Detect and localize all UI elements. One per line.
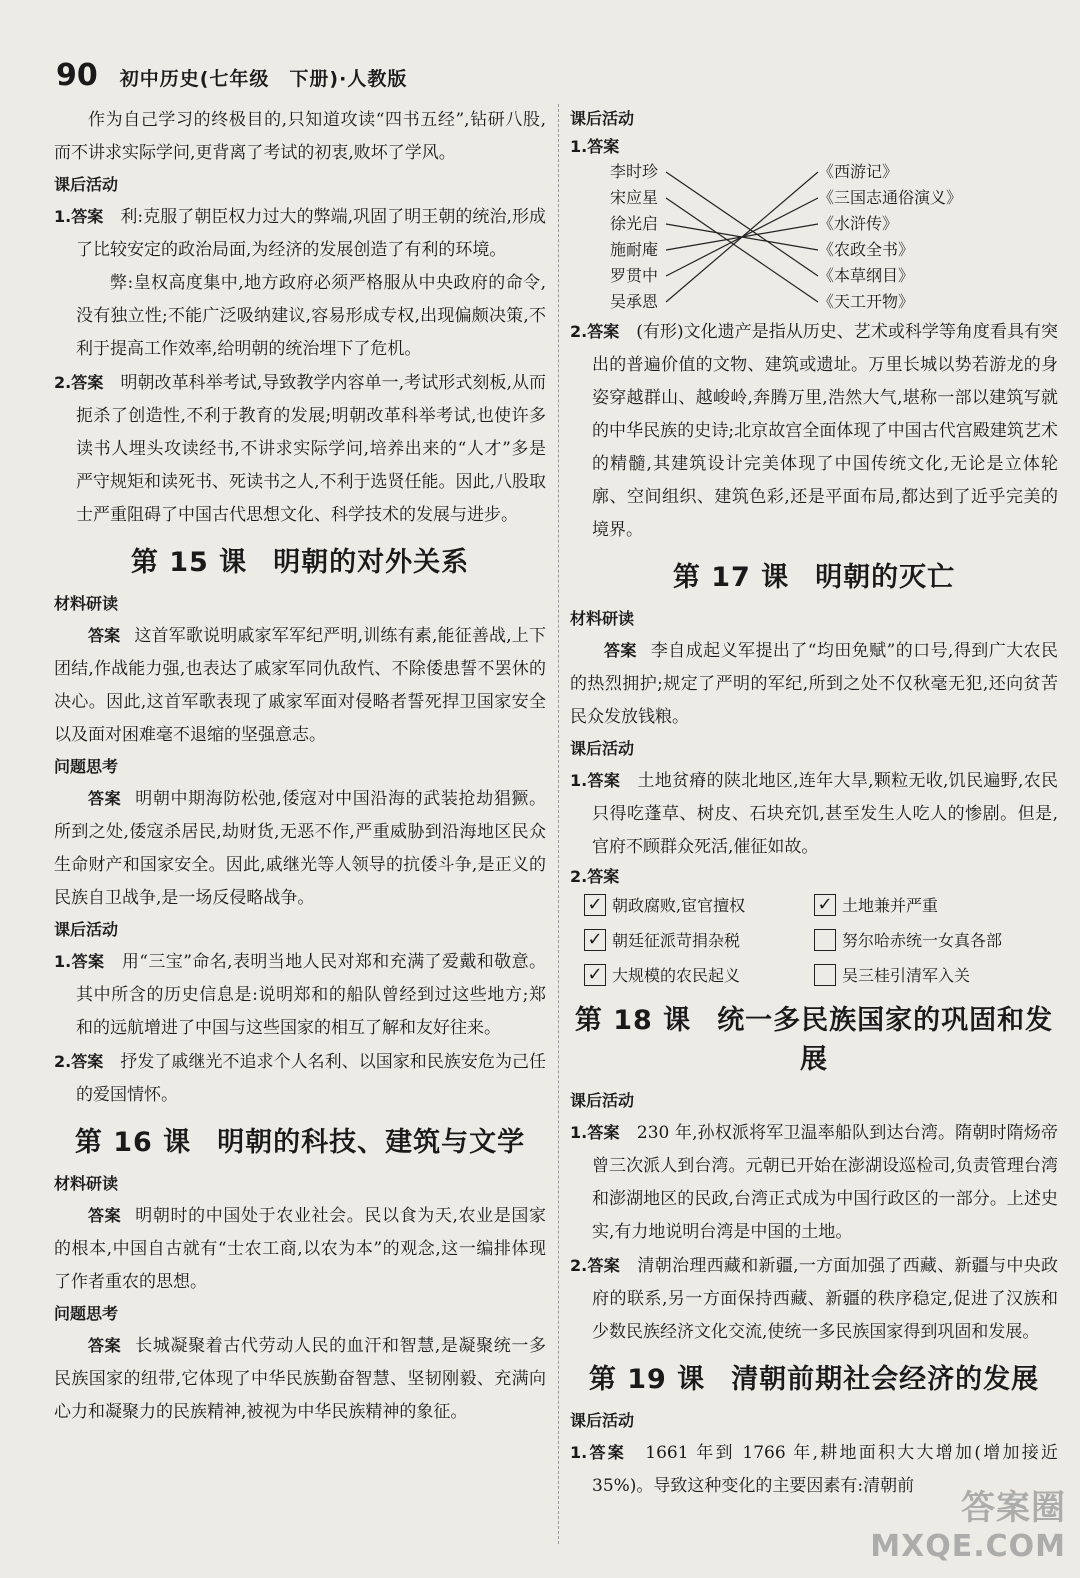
answer-1-label: 1.答案 (570, 137, 620, 156)
section-heading: 课后活动 (54, 920, 119, 939)
section-heading: 问题思考 (54, 1304, 119, 1323)
answer-2: 2.答案 清朝治理西藏和新疆,一方面加强了西藏、新疆与中央政府的联系,另一方面保持西藏、新疆的秩序稳定,促进了汉族和少数民族经济文化交流,使统一多民族国家得到巩固和发展。 (570, 1256, 1059, 1342)
checkbox-item[interactable]: ✓ 土地兼并严重 (814, 893, 1024, 916)
section-heading: 课后活动 (54, 175, 119, 194)
right-column (570, 104, 1058, 1503)
column-divider (558, 104, 559, 1544)
checkbox-item[interactable]: ✓ 大规模的农民起义 (584, 963, 794, 986)
match-left-item: 徐光启 (610, 214, 659, 233)
book-title: 初中历史(七年级 下册)·人教版 (119, 68, 408, 90)
match-left-item: 施耐庵 (610, 240, 659, 259)
match-right-item: 《三国志通俗演义》 (818, 188, 963, 207)
checkbox-icon[interactable]: ✓ (814, 894, 836, 916)
answer-1: 1.答案 230 年,孙权派将军卫温率船队到达台湾。隋朝时隋炀帝曾三次派人到台湾。元朝已开始在澎湖设巡检司,负责管理台湾和澎湖地区的民政,台湾正式成为中国行政区的一部分。上述史实,有力地说明台湾是中国的土地。 (570, 1123, 1058, 1242)
answer-text: 答案 李自成起义军提出了“均田免赋”的口号,得到广大农民的热烈拥护;规定了严明的军纪,所到之处不仅秋毫无犯,还向贫苦民众发放钱粮。 (570, 641, 1058, 727)
checkbox-list (570, 893, 1058, 986)
match-line (666, 198, 818, 302)
checkbox-icon[interactable]: ✓ (584, 964, 606, 986)
lesson-17-title: 第 17 课 明朝的灭亡 (672, 562, 956, 593)
checkbox-item[interactable]: 吴三桂引清军入关 (814, 963, 1024, 986)
answer-2-label: 2.答案 (570, 867, 620, 886)
match-left-item: 李时珍 (610, 162, 659, 181)
checkbox-item[interactable]: 努尔哈赤统一女真各部 (814, 928, 1024, 951)
answer-2: 2.答案 抒发了戚继光不追求个人名利、以国家和民族安危为己任的爱国情怀。 (54, 1052, 546, 1105)
match-left-item: 宋应星 (610, 188, 659, 207)
match-line (666, 172, 818, 302)
checkbox-icon[interactable]: ✓ (584, 929, 606, 951)
lesson-19-title: 第 19 课 清朝前期社会经济的发展 (588, 1364, 1040, 1395)
section-heading: 课后活动 (570, 739, 635, 758)
checkbox-icon[interactable] (814, 929, 836, 951)
match-right-item: 《水浒传》 (818, 214, 899, 233)
answer-text: 答案 明朝中期海防松弛,倭寇对中国沿海的武装抢劫猖獗。所到之处,倭寇杀居民,劫财货,无恶不作,严重威胁到沿海地区民众生命财产和国家安全。因此,戚继光等人领导的抗倭斗争,是正义的民族自卫战争,是一场反侵略战争。 (54, 789, 546, 908)
watermark-logo: 答案圈 MXQE.COM (870, 1488, 1066, 1564)
answer-2: 2.答案 明朝改革科举考试,导致教学内容单一,考试形式刻板,从而扼杀了创造性,不利于教育的发展;明朝改革科举考试,也使许多读书人埋头攻读经书,不讲求实际学问,培养出来的“人才”多是严守规矩和读死书、死读书之人,不利于选贤任能。因此,八股取士严重阻碍了中国古代思想文化、科学技术的发展与进步。 (54, 373, 547, 525)
checkbox-item[interactable]: ✓ 朝廷征派苛捐杂税 (584, 928, 794, 951)
matching-exercise (570, 159, 1058, 309)
answer-1: 1.答案 1661 年到 1766 年,耕地面积大大增加(增加接近35%)。导致这种变化的主要因素有:清朝前 (570, 1443, 1058, 1496)
lesson-16-title: 第 16 课 明朝的科技、建筑与文学 (74, 1127, 526, 1158)
section-heading: 课后活动 (570, 109, 635, 128)
answer-text: 答案 明朝时的中国处于农业社会。民以食为天,农业是国家的根本,中国自古就有“士农工商,以农为本”的观念,这一编排体现了作者重农的思想。 (54, 1206, 546, 1292)
page-header (56, 58, 407, 93)
lesson-18-title: 第 18 课 统一多民族国家的巩固和发展 (574, 1005, 1054, 1075)
match-left-item: 罗贯中 (610, 266, 659, 285)
checkbox-item[interactable]: ✓ 朝政腐败,宦官擅权 (584, 893, 794, 916)
section-heading: 材料研读 (54, 594, 119, 613)
section-heading: 材料研读 (54, 1174, 119, 1193)
match-right-item: 《西游记》 (818, 162, 899, 181)
checkbox-icon[interactable] (814, 964, 836, 986)
match-right-item: 《农政全书》 (818, 240, 915, 259)
left-column (54, 104, 546, 1429)
section-heading: 材料研读 (570, 609, 635, 628)
match-right-item: 《天工开物》 (818, 292, 915, 311)
answer-1: 1.答案 利:克服了朝臣权力过大的弊端,巩固了明王朝的统治,形成了比较安定的政治局面,为经济的发展创造了有利的环境。 (54, 207, 546, 260)
match-line (666, 172, 818, 276)
answer-1: 1.答案 土地贫瘠的陕北地区,连年大旱,颗粒无收,饥民遍野,农民只得吃蓬草、树皮、石块充饥,甚至发生人吃人的惨剧。但是,官府不顾群众死活,催征如故。 (570, 771, 1059, 857)
section-heading: 课后活动 (570, 1411, 635, 1430)
answer-text: 答案 这首军歌说明戚家军军纪严明,训练有素,能征善战,上下团结,作战能力强,也表达了戚家军同仇敌忾、不除倭患誓不罢休的决心。因此,这首军歌表现了戚家军面对侵略者誓死捍卫国家安全以及面对困难毫不退缩的坚强意志。 (54, 626, 546, 745)
answer-1-cont: 弊:皇权高度集中,地方政府必须严格服从中央政府的命令,没有独立性;不能广泛吸纳建议,容易形成专权,出现偏颇决策,不利于提高工作效率,给明朝的统治埋下了危机。 (76, 273, 546, 359)
answer-1: 1.答案 用“三宝”命名,表明当地人民对郑和充满了爱戴和敬意。其中所含的历史信息是:说明郑和的船队曾经到过这些地方;郑和的远航增进了中国与这些国家的相互了解和友好往来。 (54, 952, 546, 1038)
section-heading: 课后活动 (570, 1091, 635, 1110)
answer-text: 答案 长城凝聚着古代劳动人民的血汗和智慧,是凝聚统一多民族国家的纽带,它体现了中华民族勤奋智慧、坚韧刚毅、充满向心力和凝聚力的民族精神,被视为中华民族精神的象征。 (54, 1336, 546, 1422)
match-left-item: 吴承恩 (610, 292, 659, 311)
page-number: 90 (56, 58, 98, 93)
section-heading: 问题思考 (54, 757, 119, 776)
checkbox-icon[interactable]: ✓ (584, 894, 606, 916)
lesson-15-title: 第 15 课 明朝的对外关系 (130, 547, 470, 578)
match-right-item: 《本草纲目》 (818, 266, 915, 285)
continued-text: 作为自己学习的终极目的,只知道攻读“四书五经”,钻研八股,而不讲求实际学问,更背离了考试的初衷,败坏了学风。 (54, 110, 546, 163)
answer-2: 2.答案 (有形)文化遗产是指从历史、艺术或科学等角度看具有突出的普遍价值的文物、建筑或遗址。万里长城以势若游龙的身姿穿越群山、越峻岭,奔腾万里,浩然大气,堪称一部以建筑写就的中华民族的史诗;北京故宫全面体现了中国古代宫殿建筑艺术的精髓,其建筑设计完美体现了中国传统文化,无论是立体轮廓、空间组织、建筑色彩,还是平面布局,都达到了近乎完美的境界。 (570, 322, 1059, 540)
